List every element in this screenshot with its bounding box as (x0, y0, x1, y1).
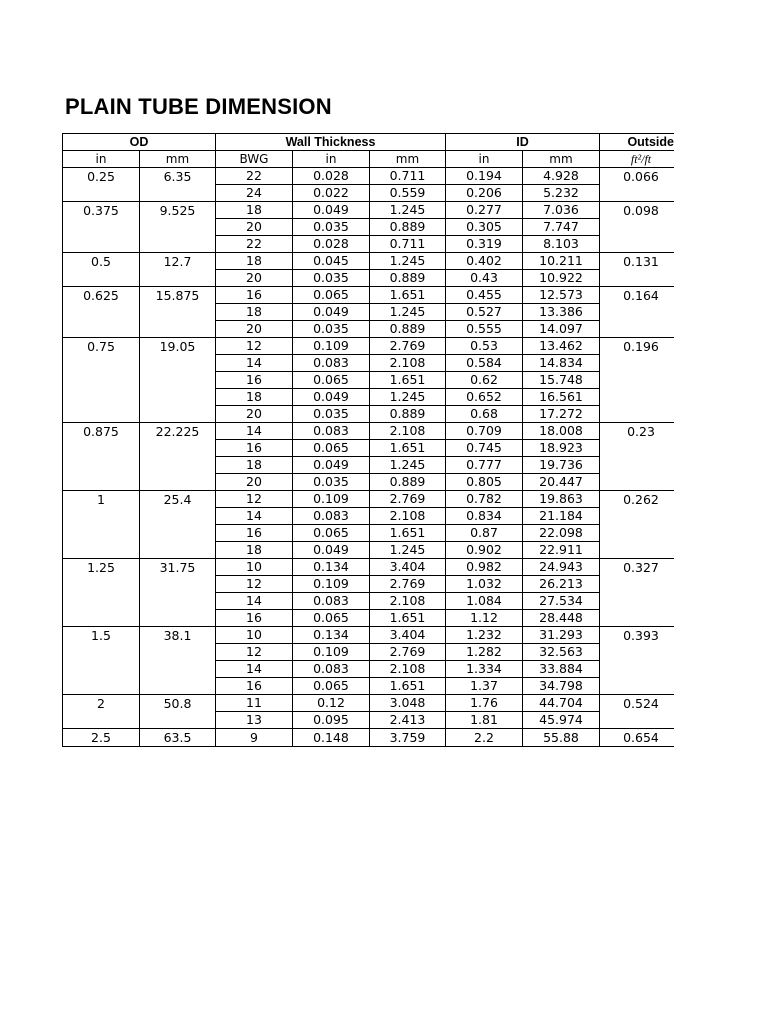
wall-mm-cell: 2.413 (370, 712, 446, 729)
wall-in-cell: 0.065 (293, 440, 370, 457)
wall-in-cell: 0.148 (293, 729, 370, 747)
id-in-cell: 0.68 (446, 406, 523, 423)
table-row (63, 559, 675, 576)
bwg-cell: 20 (216, 219, 293, 236)
bwg-cell: 10 (216, 627, 293, 644)
wall-mm-cell: 1.651 (370, 372, 446, 389)
id-in-cell: 0.745 (446, 440, 523, 457)
outside-header: Outside (600, 134, 675, 151)
wall-mm-cell: 1.245 (370, 457, 446, 474)
id-in-cell: 1.37 (446, 678, 523, 695)
bwg-cell: 13 (216, 712, 293, 729)
wall-in-cell: 0.035 (293, 270, 370, 287)
od-mm-cell: 31.75 (140, 559, 216, 627)
outside-cell: 0.23 (600, 423, 675, 491)
id-in-cell: 0.206 (446, 185, 523, 202)
wall-in-cell: 0.134 (293, 559, 370, 576)
wall-mm-cell: 2.108 (370, 508, 446, 525)
bwg-cell: 18 (216, 202, 293, 219)
wall-mm-cell: 1.651 (370, 440, 446, 457)
bwg-cell: 9 (216, 729, 293, 747)
bwg-cell: 16 (216, 678, 293, 695)
bwg-cell: 18 (216, 253, 293, 270)
wall-in-cell: 0.083 (293, 355, 370, 372)
id-in-cell: 0.777 (446, 457, 523, 474)
od-in-cell: 1.25 (63, 559, 140, 627)
wall-in-cell: 0.083 (293, 661, 370, 678)
id-in-cell: 0.402 (446, 253, 523, 270)
bwg-cell: 18 (216, 542, 293, 559)
wall-in-cell: 0.045 (293, 253, 370, 270)
id-mm-cell: 14.097 (523, 321, 600, 338)
wall-mm-cell: 1.651 (370, 287, 446, 304)
wall-mm-cell: 3.759 (370, 729, 446, 747)
wall-in-cell: 0.083 (293, 593, 370, 610)
id-mm-cell: 18.923 (523, 440, 600, 457)
wall-in-cell: 0.083 (293, 423, 370, 440)
wall-in-cell: 0.035 (293, 406, 370, 423)
id-in-cell: 1.084 (446, 593, 523, 610)
wall-mm-cell: 2.108 (370, 661, 446, 678)
od-mm-cell: 63.5 (140, 729, 216, 747)
wall-in-cell: 0.022 (293, 185, 370, 202)
id-mm-cell: 26.213 (523, 576, 600, 593)
id-mm-cell: 19.736 (523, 457, 600, 474)
wall-mm-cell: 1.651 (370, 610, 446, 627)
wall-mm-cell: 1.651 (370, 525, 446, 542)
bwg-cell: 14 (216, 508, 293, 525)
bwg-cell: 16 (216, 440, 293, 457)
wall-in-cell: 0.12 (293, 695, 370, 712)
id-mm-cell: 31.293 (523, 627, 600, 644)
id-in-cell: 0.709 (446, 423, 523, 440)
wall-mm-cell: 0.559 (370, 185, 446, 202)
bwg-cell: 14 (216, 355, 293, 372)
id-in-cell: 0.834 (446, 508, 523, 525)
wall-in-cell: 0.049 (293, 542, 370, 559)
id-mm-cell: 22.911 (523, 542, 600, 559)
id-mm-cell: 22.098 (523, 525, 600, 542)
wall-in-cell: 0.049 (293, 457, 370, 474)
bwg-cell: 14 (216, 593, 293, 610)
id-mm-cell: 16.561 (523, 389, 600, 406)
id-in-cell: 1.12 (446, 610, 523, 627)
unit-id-mm: mm (523, 151, 600, 168)
id-mm-cell: 13.462 (523, 338, 600, 355)
bwg-cell: 16 (216, 287, 293, 304)
id-in-cell: 1.76 (446, 695, 523, 712)
wall-mm-cell: 0.889 (370, 321, 446, 338)
id-mm-cell: 13.386 (523, 304, 600, 321)
od-in-cell: 0.625 (63, 287, 140, 338)
outside-cell: 0.393 (600, 627, 675, 695)
id-in-cell: 0.982 (446, 559, 523, 576)
outside-cell: 0.327 (600, 559, 675, 627)
wall-mm-cell: 1.651 (370, 678, 446, 695)
od-in-cell: 0.375 (63, 202, 140, 253)
wall-in-cell: 0.035 (293, 219, 370, 236)
tube-dimension-table-wrapper (62, 133, 674, 747)
units-row (63, 151, 675, 168)
wall-in-cell: 0.095 (293, 712, 370, 729)
od-mm-cell: 12.7 (140, 253, 216, 287)
table-row (63, 253, 675, 270)
od-in-cell: 0.75 (63, 338, 140, 423)
header-row (63, 134, 675, 151)
bwg-cell: 12 (216, 576, 293, 593)
id-in-cell: 0.277 (446, 202, 523, 219)
id-mm-cell: 10.922 (523, 270, 600, 287)
bwg-cell: 12 (216, 338, 293, 355)
id-in-cell: 1.282 (446, 644, 523, 661)
wall-in-cell: 0.065 (293, 678, 370, 695)
bwg-cell: 14 (216, 661, 293, 678)
bwg-cell: 22 (216, 236, 293, 253)
outside-cell: 0.066 (600, 168, 675, 202)
id-in-cell: 0.782 (446, 491, 523, 508)
id-in-cell: 1.81 (446, 712, 523, 729)
wall-in-cell: 0.065 (293, 287, 370, 304)
id-in-cell: 0.53 (446, 338, 523, 355)
table-row (63, 491, 675, 508)
unit-od-mm: mm (140, 151, 216, 168)
wall-mm-cell: 0.889 (370, 474, 446, 491)
id-mm-cell: 14.834 (523, 355, 600, 372)
id-in-cell: 0.319 (446, 236, 523, 253)
id-mm-cell: 10.211 (523, 253, 600, 270)
id-in-cell: 0.805 (446, 474, 523, 491)
id-in-cell: 0.305 (446, 219, 523, 236)
wall-in-cell: 0.035 (293, 474, 370, 491)
wall-in-cell: 0.049 (293, 389, 370, 406)
od-in-cell: 0.25 (63, 168, 140, 202)
unit-bwg: BWG (216, 151, 293, 168)
wall-in-cell: 0.065 (293, 525, 370, 542)
wall-mm-cell: 0.711 (370, 168, 446, 185)
od-mm-cell: 9.525 (140, 202, 216, 253)
id-mm-cell: 17.272 (523, 406, 600, 423)
id-in-cell: 0.902 (446, 542, 523, 559)
id-mm-cell: 20.447 (523, 474, 600, 491)
id-in-cell: 0.62 (446, 372, 523, 389)
bwg-cell: 18 (216, 389, 293, 406)
bwg-cell: 12 (216, 491, 293, 508)
wall-mm-cell: 2.108 (370, 593, 446, 610)
table-row (63, 287, 675, 304)
od-mm-cell: 50.8 (140, 695, 216, 729)
id-mm-cell: 34.798 (523, 678, 600, 695)
tube-dimension-table (62, 133, 674, 747)
table-row (63, 168, 675, 185)
wall-mm-cell: 3.404 (370, 627, 446, 644)
wall-in-cell: 0.109 (293, 644, 370, 661)
id-mm-cell: 19.863 (523, 491, 600, 508)
wall-in-cell: 0.049 (293, 304, 370, 321)
unit-outside: ft²/ft (600, 151, 675, 168)
od-in-cell: 0.875 (63, 423, 140, 491)
table-row (63, 729, 675, 747)
od-mm-cell: 25.4 (140, 491, 216, 559)
bwg-cell: 11 (216, 695, 293, 712)
wall-in-cell: 0.109 (293, 338, 370, 355)
wall-mm-cell: 0.889 (370, 406, 446, 423)
outside-cell: 0.131 (600, 253, 675, 287)
id-header: ID (446, 134, 600, 151)
od-in-cell: 1 (63, 491, 140, 559)
id-in-cell: 1.032 (446, 576, 523, 593)
page-title: PLAIN TUBE DIMENSION (65, 94, 332, 119)
wall-in-cell: 0.065 (293, 610, 370, 627)
id-mm-cell: 28.448 (523, 610, 600, 627)
od-in-cell: 2.5 (63, 729, 140, 747)
wall-in-cell: 0.035 (293, 321, 370, 338)
wall-mm-cell: 0.889 (370, 219, 446, 236)
wall-mm-cell: 2.769 (370, 491, 446, 508)
wall-mm-cell: 1.245 (370, 253, 446, 270)
wall-mm-cell: 3.404 (370, 559, 446, 576)
id-mm-cell: 5.232 (523, 185, 600, 202)
id-in-cell: 1.232 (446, 627, 523, 644)
wall-mm-cell: 2.769 (370, 576, 446, 593)
bwg-cell: 20 (216, 321, 293, 338)
id-in-cell: 0.652 (446, 389, 523, 406)
id-mm-cell: 33.884 (523, 661, 600, 678)
outside-cell: 0.098 (600, 202, 675, 253)
id-in-cell: 0.194 (446, 168, 523, 185)
od-mm-cell: 38.1 (140, 627, 216, 695)
id-mm-cell: 27.534 (523, 593, 600, 610)
outside-cell: 0.654 (600, 729, 675, 747)
wall-mm-cell: 0.711 (370, 236, 446, 253)
table-row (63, 202, 675, 219)
od-mm-cell: 15.875 (140, 287, 216, 338)
bwg-cell: 22 (216, 168, 293, 185)
wall-mm-cell: 1.245 (370, 202, 446, 219)
unit-wall-in: in (293, 151, 370, 168)
id-in-cell: 0.43 (446, 270, 523, 287)
wall-in-cell: 0.065 (293, 372, 370, 389)
od-header: OD (63, 134, 216, 151)
wall-thickness-header: Wall Thickness (216, 134, 446, 151)
id-mm-cell: 21.184 (523, 508, 600, 525)
outside-cell: 0.196 (600, 338, 675, 423)
bwg-cell: 16 (216, 610, 293, 627)
bwg-cell: 18 (216, 304, 293, 321)
od-mm-cell: 6.35 (140, 168, 216, 202)
id-mm-cell: 18.008 (523, 423, 600, 440)
outside-cell: 0.262 (600, 491, 675, 559)
id-in-cell: 0.87 (446, 525, 523, 542)
id-in-cell: 0.527 (446, 304, 523, 321)
unit-wall-mm: mm (370, 151, 446, 168)
unit-od-in: in (63, 151, 140, 168)
bwg-cell: 20 (216, 474, 293, 491)
id-mm-cell: 55.88 (523, 729, 600, 747)
id-in-cell: 0.455 (446, 287, 523, 304)
id-mm-cell: 8.103 (523, 236, 600, 253)
wall-in-cell: 0.109 (293, 576, 370, 593)
wall-mm-cell: 2.769 (370, 338, 446, 355)
table-row (63, 695, 675, 712)
wall-mm-cell: 2.108 (370, 423, 446, 440)
bwg-cell: 10 (216, 559, 293, 576)
id-mm-cell: 24.943 (523, 559, 600, 576)
id-in-cell: 2.2 (446, 729, 523, 747)
id-mm-cell: 15.748 (523, 372, 600, 389)
wall-mm-cell: 2.108 (370, 355, 446, 372)
id-mm-cell: 7.747 (523, 219, 600, 236)
od-in-cell: 0.5 (63, 253, 140, 287)
wall-in-cell: 0.028 (293, 168, 370, 185)
bwg-cell: 20 (216, 270, 293, 287)
bwg-cell: 20 (216, 406, 293, 423)
unit-id-in: in (446, 151, 523, 168)
table-row (63, 627, 675, 644)
wall-mm-cell: 3.048 (370, 695, 446, 712)
wall-in-cell: 0.109 (293, 491, 370, 508)
wall-in-cell: 0.049 (293, 202, 370, 219)
id-mm-cell: 45.974 (523, 712, 600, 729)
wall-mm-cell: 1.245 (370, 542, 446, 559)
id-in-cell: 0.555 (446, 321, 523, 338)
id-in-cell: 0.584 (446, 355, 523, 372)
wall-mm-cell: 0.889 (370, 270, 446, 287)
bwg-cell: 14 (216, 423, 293, 440)
wall-mm-cell: 2.769 (370, 644, 446, 661)
outside-cell: 0.524 (600, 695, 675, 729)
od-mm-cell: 22.225 (140, 423, 216, 491)
outside-cell: 0.164 (600, 287, 675, 338)
wall-mm-cell: 1.245 (370, 389, 446, 406)
id-mm-cell: 12.573 (523, 287, 600, 304)
bwg-cell: 16 (216, 525, 293, 542)
id-mm-cell: 4.928 (523, 168, 600, 185)
id-mm-cell: 32.563 (523, 644, 600, 661)
wall-in-cell: 0.083 (293, 508, 370, 525)
table-row (63, 338, 675, 355)
wall-in-cell: 0.028 (293, 236, 370, 253)
id-mm-cell: 44.704 (523, 695, 600, 712)
wall-in-cell: 0.134 (293, 627, 370, 644)
id-in-cell: 1.334 (446, 661, 523, 678)
od-in-cell: 2 (63, 695, 140, 729)
bwg-cell: 16 (216, 372, 293, 389)
table-row (63, 423, 675, 440)
bwg-cell: 24 (216, 185, 293, 202)
bwg-cell: 12 (216, 644, 293, 661)
id-mm-cell: 7.036 (523, 202, 600, 219)
table-body (63, 168, 675, 747)
od-in-cell: 1.5 (63, 627, 140, 695)
wall-mm-cell: 1.245 (370, 304, 446, 321)
bwg-cell: 18 (216, 457, 293, 474)
od-mm-cell: 19.05 (140, 338, 216, 423)
